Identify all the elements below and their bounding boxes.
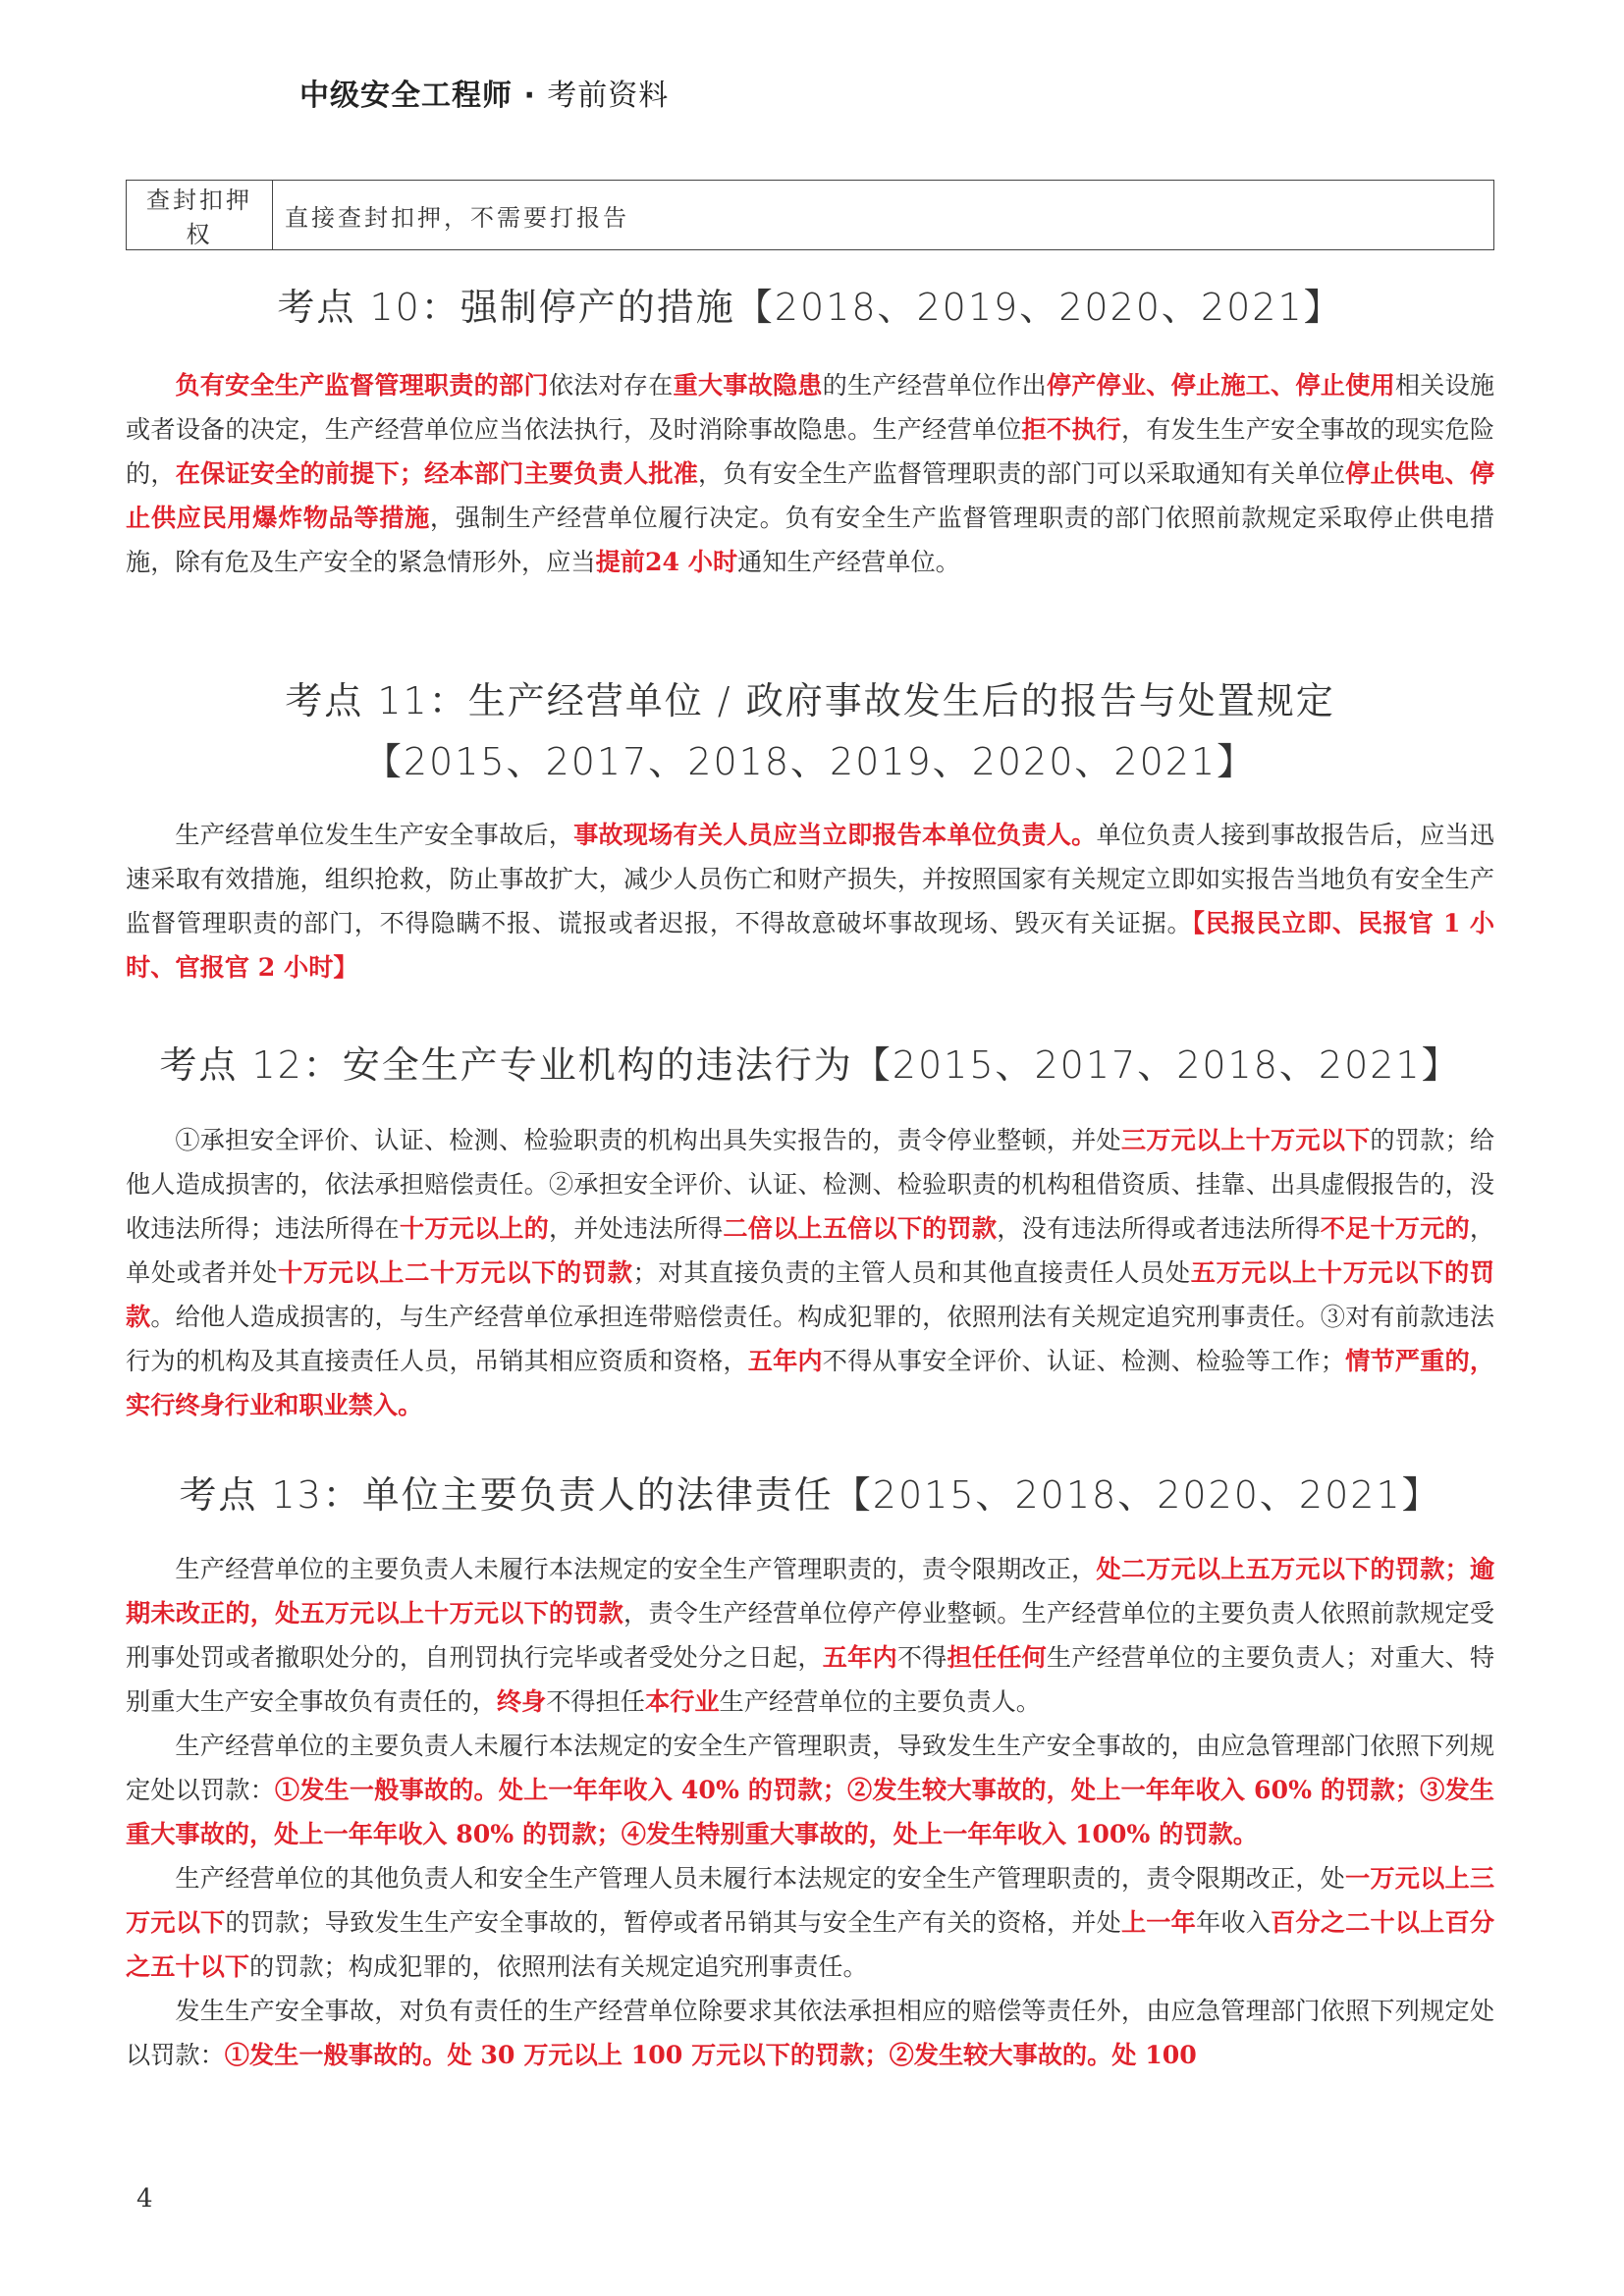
highlight-text: 不足十万元的	[1320, 1213, 1470, 1243]
header-title: 中级安全工程师	[299, 79, 513, 113]
highlight-text: 五万元以上十万元以下的罚款	[126, 1257, 1495, 1331]
heading-line: 考点 11：生产经营单位 / 政府事故发生后的报告与处置规定	[285, 679, 1335, 722]
highlight-text: 停止供电、停止供应民用爆炸物品等措施	[126, 458, 1495, 532]
highlight-text: ①发生一般事故的。处 30 万元以上 100 万元以下的罚款；②发生较大事故的。处 100	[224, 2040, 1197, 2069]
highlight-text: 五年内	[822, 1642, 897, 1672]
body-text: 生产经营单位发生生产安全事故后，	[175, 821, 574, 849]
body-text: 的罚款；导致发生生产安全事故的，暂停或者吊销其与安全生产有关的资格，并处	[225, 1908, 1121, 1937]
highlight-text: 【民报民立即、民报官 1 小时、官报官 2 小时】	[126, 908, 1495, 982]
section-10-body	[126, 363, 1494, 584]
body-text: 不得	[896, 1643, 947, 1672]
highlight-text: 重大事故隐患	[673, 370, 823, 400]
highlight-text: 提前24 小时	[595, 547, 738, 576]
highlight-text: 情节严重的，实行终身行业和职业禁入。	[126, 1346, 1495, 1419]
body-text: 生产经营单位的主要负责人未履行本法规定的安全生产管理职责，导致发生生产安全事故的，由应急管理部门依照下列规定处以罚款：	[126, 1732, 1494, 1804]
highlight-text: 上一年	[1120, 1907, 1196, 1937]
page-number: 4	[136, 2184, 153, 2214]
heading-line: 考点 10：强制停产的措施【2018、2019、2020、2021】	[277, 286, 1343, 329]
body-text: 不得从事安全评价、认证、检测、检验等工作；	[822, 1347, 1345, 1375]
highlight-text: 五年内	[747, 1346, 823, 1375]
highlight-text: 二倍以上五倍以下的罚款	[723, 1213, 998, 1243]
page-header	[299, 71, 669, 114]
body-text: ，没有违法所得或者违法所得	[997, 1214, 1321, 1243]
body-text: 。给他人造成损害的，与生产经营单位承担连带赔偿责任。构成犯罪的，依照刑法有关规定追究刑事责任。③对有前款违法行为的机构及其直接责任人员，吊销其相应资质和资格，	[126, 1303, 1495, 1375]
highlight-text: 十万元以上的	[399, 1213, 549, 1243]
body-text: 生产经营单位的主要负责人未履行本法规定的安全生产管理职责的，责令限期改正，	[175, 1555, 1097, 1583]
paragraph	[126, 1989, 1494, 2077]
seizure-table	[126, 180, 1494, 250]
highlight-text: ①发生一般事故的。处上一年年收入 40% 的罚款；②发生较大事故的，处上一年年收入 60% 的罚款；③发生重大事故的，处上一年年收入 80% 的罚款；④发生特别重大事故的，处上一年年收入 100% 的罚款。	[126, 1775, 1494, 1848]
paragraph	[126, 1547, 1494, 1724]
body-text: ①承担安全评价、认证、检测、检验职责的机构出具失实报告的，责令停业整顿，并处	[175, 1126, 1121, 1154]
highlight-text: 百分之二十以上百分之五十以下	[126, 1907, 1495, 1981]
body-text: 年收入	[1196, 1908, 1272, 1937]
highlight-text: 本行业	[644, 1686, 720, 1716]
body-text: 不得担任	[546, 1687, 645, 1716]
highlight-text: 拒不执行	[1021, 414, 1121, 444]
heading-line: 考点 13：单位主要负责人的法律责任【2015、2018、2020、2021】	[179, 1473, 1441, 1517]
highlight-text: 一万元以上三万元以下	[126, 1863, 1495, 1937]
highlight-text: 在保证安全的前提下；经本部门主要负责人批准	[175, 458, 699, 488]
body-text: 生产经营单位的其他负责人和安全生产管理人员未履行本法规定的安全生产管理职责的，责令限期改正，处	[175, 1864, 1346, 1893]
body-text: ，强制生产经营单位履行决定。负有安全生产监督管理职责的部门依照前款规定采取停止供电措施，除有危及生产安全的紧急情形外，应当	[126, 504, 1495, 576]
highlight-text: 处二万元以上五万元以下的罚款；逾期未改正的，处五万元以上十万元以下的罚款	[126, 1554, 1495, 1628]
highlight-text: 停产停业、停止施工、停止使用	[1046, 370, 1395, 400]
body-text: 的生产经营单位作出	[822, 371, 1047, 400]
highlight-text: 事故现场有关人员应当立即报告本单位负责人。	[573, 820, 1097, 849]
section-12-heading	[126, 1035, 1494, 1095]
body-text: ，负有安全生产监督管理职责的部门可以采取通知有关单位	[698, 459, 1346, 488]
body-text: 发生生产安全事故，对负有责任的生产经营单位除要求其依法承担相应的赔偿等责任外，由应急管理部门依照下列规定处以罚款：	[126, 1997, 1494, 2069]
paragraph	[126, 813, 1494, 989]
section-11-body	[126, 813, 1494, 989]
body-text: 的罚款；给他人造成损害的，依法承担赔偿责任。②承担安全评价、认证、检测、检验职责的机构租借资质、挂靠、出具虚假报告的，没收违法所得；违法所得在	[126, 1126, 1495, 1243]
highlight-text: 十万元以上二十万元以下的罚款	[277, 1257, 633, 1287]
header-subtitle: 考前资料	[547, 79, 670, 113]
highlight-text: 三万元以上十万元以下	[1120, 1125, 1371, 1154]
body-text: 生产经营单位的主要负责人。	[719, 1687, 1041, 1716]
section-10-heading	[126, 277, 1494, 338]
paragraph	[126, 1856, 1494, 1989]
section-12-body	[126, 1118, 1494, 1427]
highlight-text: 负有安全生产监督管理职责的部门	[175, 370, 549, 400]
paragraph	[126, 1724, 1494, 1856]
body-text: 通知生产经营单位。	[737, 548, 960, 576]
section-13-heading	[126, 1465, 1494, 1525]
body-text: 依法对存在	[548, 371, 674, 400]
header-separator: ·	[513, 79, 548, 113]
highlight-text: 终身	[496, 1686, 547, 1716]
table-row	[127, 181, 1494, 250]
body-text: ；对其直接负责的主管人员和其他直接责任人员处	[632, 1258, 1191, 1287]
body-text: ，责令生产经营单位停产停业整顿。生产经营单位的主要负责人依照前款规定受刑事处罚或者撤职处分的，自刑罚执行完毕或者受处分之日起，	[126, 1599, 1495, 1672]
body-text: 相关设施或者设备的决定，生产经营单位应当依法执行，及时消除事故隐患。生产经营单位	[126, 371, 1495, 444]
section-13-body	[126, 1547, 1494, 2077]
body-text: ，有发生生产安全事故的现实危险的，	[126, 415, 1495, 488]
body-text: 的罚款；构成犯罪的，依照刑法有关规定追究刑事责任。	[248, 1952, 868, 1981]
paragraph	[126, 363, 1494, 584]
body-text: 单位负责人接到事故报告后，应当迅速采取有效措施，组织抢救，防止事故扩大，减少人员伤亡和财产损失，并按照国家有关规定立即如实报告当地负有安全生产监督管理职责的部门，不得隐瞒不报、谎报或者迟报，不得故意破坏事故现场、毁灭有关证据。	[126, 821, 1495, 937]
paragraph	[126, 1118, 1494, 1427]
table-value-cell: 直接查封扣押，不需要打报告	[273, 181, 1494, 250]
highlight-text: 担任任何	[947, 1642, 1047, 1672]
section-11-heading	[126, 670, 1494, 792]
body-text: ，单处或者并处	[126, 1214, 1495, 1287]
body-text: ，并处违法所得	[548, 1214, 724, 1243]
heading-line: 考点 12：安全生产专业机构的违法行为【2015、2017、2018、2021】	[159, 1043, 1461, 1087]
heading-line: 【2015、2017、2018、2019、2020、2021】	[363, 740, 1257, 783]
table-label-cell: 查封扣押权	[127, 181, 273, 250]
body-text: 生产经营单位的主要负责人；对重大、特别重大生产安全事故负有责任的，	[126, 1643, 1495, 1716]
